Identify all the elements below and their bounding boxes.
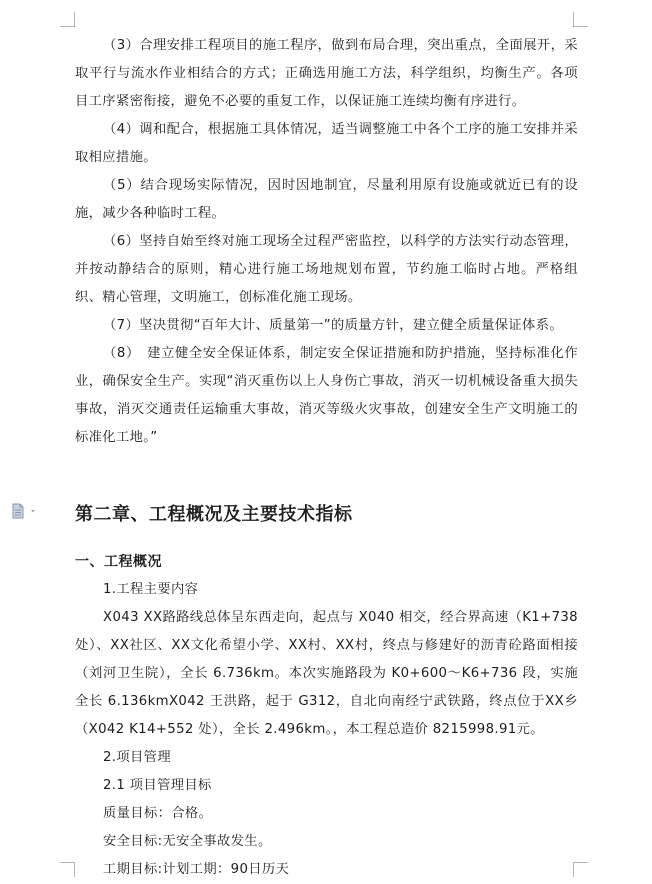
list-item-4: （4）调和配合，根据施工具体情况，适当调整施工中各个工序的施工安排并采取相应措施。 bbox=[75, 122, 578, 165]
subsection-project-management: 2.项目管理 bbox=[103, 750, 171, 765]
quality-goal: 质量目标：合格。 bbox=[103, 806, 213, 821]
document-icon[interactable] bbox=[12, 503, 38, 519]
schedule-goal: 工期目标:计划工期：90日历天 bbox=[103, 862, 290, 877]
subsection-management-goals: 2.1 项目管理目标 bbox=[103, 778, 212, 793]
project-overview bbox=[75, 548, 578, 884]
subsection-main-content: 1.工程主要内容 bbox=[103, 582, 199, 597]
list-item-5: （5）结合现场实际情况，因时因地制宜，尽量利用原有设施或就近已有的设施，减少各种临时工程。 bbox=[75, 178, 578, 221]
list-item-8: （8） 建立健全安全保证体系，制定安全保证措施和防护措施，坚持标准化作业，确保安全生产。实现“消灭重伤以上人身伤亡事故，消灭一切机械设备重大损失事故，消灭交通责任运输重大事故，消灭等级火灾事故，创建安全生产文明施工的标准化工地。” bbox=[75, 346, 578, 445]
list-item-6: （6）坚持自始至终对施工现场全过程严密监控，以科学的方法实行动态管理，并按动静结合的原则，精心进行施工场地规划布置，节约施工临时占地。严格组织、精心管理，文明施工，创标准化施工现场。 bbox=[75, 234, 578, 305]
chapter-title: 第二章、工程概况及主要技术指标 bbox=[75, 504, 353, 525]
principles-list bbox=[75, 32, 578, 452]
section-title: 一、工程概况 bbox=[75, 554, 162, 570]
list-item-3: （3）合理安排工程项目的施工程序，做到布局合理，突出重点，全面展开，采取平行与流水作业相结合的方式；正确选用施工方法，科学组织，均衡生产。各项目工序紧密衔接，避免不必要的重复工作，以保证施工连续均衡有序进行。 bbox=[75, 38, 578, 109]
safety-goal: 安全目标:无安全事故发生。 bbox=[103, 834, 272, 849]
crop-mark-top-left bbox=[60, 12, 75, 27]
project-description: X043 XX路路线总体呈东西走向，起点与 X040 相交，经合界高速（K1+738处）、XX社区、XX文化希望小学、XX村、XX村，终点与修建好的沥青砼路面相接（刘河卫生院），全长 6.736km。本次实施路段为 K0+600～K6+736 段，实施全长 6.136kmX042 王洪路，起于 G312，自北向南经宁武铁路，终点位于XX乡（X042 K14+552 处），全长 2.496km。，本工程总造价 8215998.91元。 bbox=[75, 610, 578, 737]
crop-mark-top-right bbox=[573, 12, 588, 27]
crop-mark-bottom-left bbox=[60, 862, 75, 877]
list-item-7: （7）坚决贯彻“百年大计、质量第一”的质量方针，建立健全质量保证体系。 bbox=[103, 318, 563, 333]
